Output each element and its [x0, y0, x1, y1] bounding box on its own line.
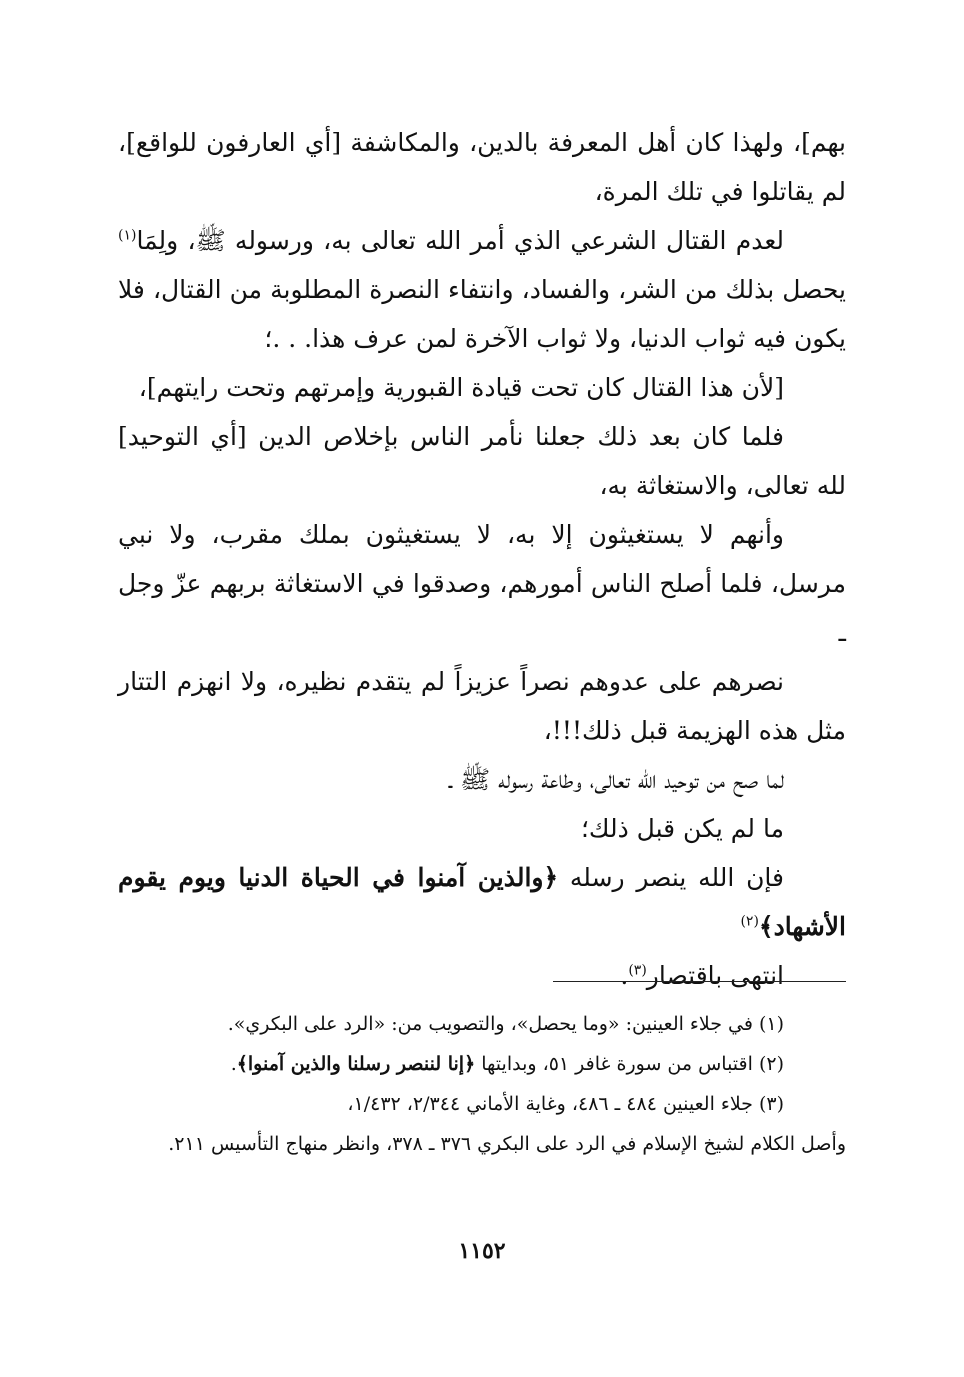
page-number: ١١٥٢: [458, 1238, 506, 1264]
paragraph-6: نصرهم على عدوهم نصراً عزيزاً لم يتقدم نظيره، ولا انهزم التتار مثل هذه الهزيمة قبل ذلك!!!،: [118, 667, 846, 745]
footnote-3: (٣) جلاء العينين ٤٨٤ ـ ٤٨٦، وغاية الأماني ٢/٣٤٤، ١/٤٣٢،: [347, 1093, 784, 1115]
footnote-separator: [553, 981, 846, 982]
footnote-2-end: .: [230, 1053, 237, 1075]
paragraph-2-rest: يحصل بذلك من الشر، والفساد، وانتفاء النصرة المطلوبة من القتال، فلا يكون فيه ثواب الدنيا، ولا ثواب الآخرة لمن عرف هذا. . .؛: [118, 275, 846, 353]
footnote-2: [118, 1044, 846, 1084]
footnote-1: (١) في جلاء العينين: «وما يحصل»، والتصويب من: «الرد على البكري».: [227, 1013, 784, 1035]
footnote-2-text: (٢) اقتباس من سورة غافر ٥١، وبدايتها: [475, 1053, 784, 1075]
paragraph-1: بهم]، ولهذا كان أهل المعرفة بالدين، والمكاشفة [أي العارفون للواقع]، لم يقاتلوا في تلك المرة،: [118, 128, 846, 206]
footnote-2-quote: ﴿إنا لننصر رسلنا والذين آمنوا﴾: [236, 1053, 476, 1075]
paragraph-10: [118, 951, 846, 1000]
footnote-ref-1[interactable]: (١): [118, 227, 137, 244]
paragraph-3: [لأن هذا القتال كان تحت قيادة القبورية وإمرتهم وتحت رايتهم]،: [138, 373, 784, 402]
paragraph-7: لما صح من توحيد الله تعالى، وطاعة رسوله ﷺ ـ: [448, 765, 784, 794]
quran-quote: ﴿والذين آمنوا في الحياة الدنيا ويوم يقوم الأشهاد﴾: [118, 863, 846, 941]
paragraph-4: فلما كان بعد ذلك جعلنا نأمر الناس بإخلاص الدين [أي التوحيد] لله تعالى، والاستغاثة به،: [118, 422, 846, 500]
paragraph-9: [118, 853, 846, 951]
paragraph-8: ما لم يكن قبل ذلك؛: [580, 814, 784, 843]
footnotes: [118, 1004, 846, 1164]
footnote-3-continuation: وأصل الكلام لشيخ الإسلام في الرد على البكري ٣٧٦ ـ ٣٧٨، وانظر منهاج التأسيس ٢١١.: [168, 1133, 846, 1155]
paragraph-9-text: فإن الله ينصر رسله: [558, 863, 784, 892]
paragraph-5: وأنهم لا يستغيثون إلا به، لا يستغيثون بملك مقرب، ولا نبي مرسل، فلما أصلح الناس أمورهم، وصدقوا في الاستغاثة بربهم عزّ وجل ـ: [118, 520, 846, 647]
paragraph-10-text: انتهى باقتصار: [646, 961, 784, 990]
main-text: [118, 118, 846, 1000]
footnote-ref-2[interactable]: (٢): [740, 913, 759, 930]
paragraph-10-end: .: [620, 961, 629, 990]
footnote-ref-3[interactable]: (٣): [628, 962, 647, 979]
paragraph-2-text: لعدم القتال الشرعي الذي أمر الله تعالى به، ورسوله ﷺ، ولِمَا: [136, 226, 784, 255]
paragraph-2: [118, 216, 846, 363]
